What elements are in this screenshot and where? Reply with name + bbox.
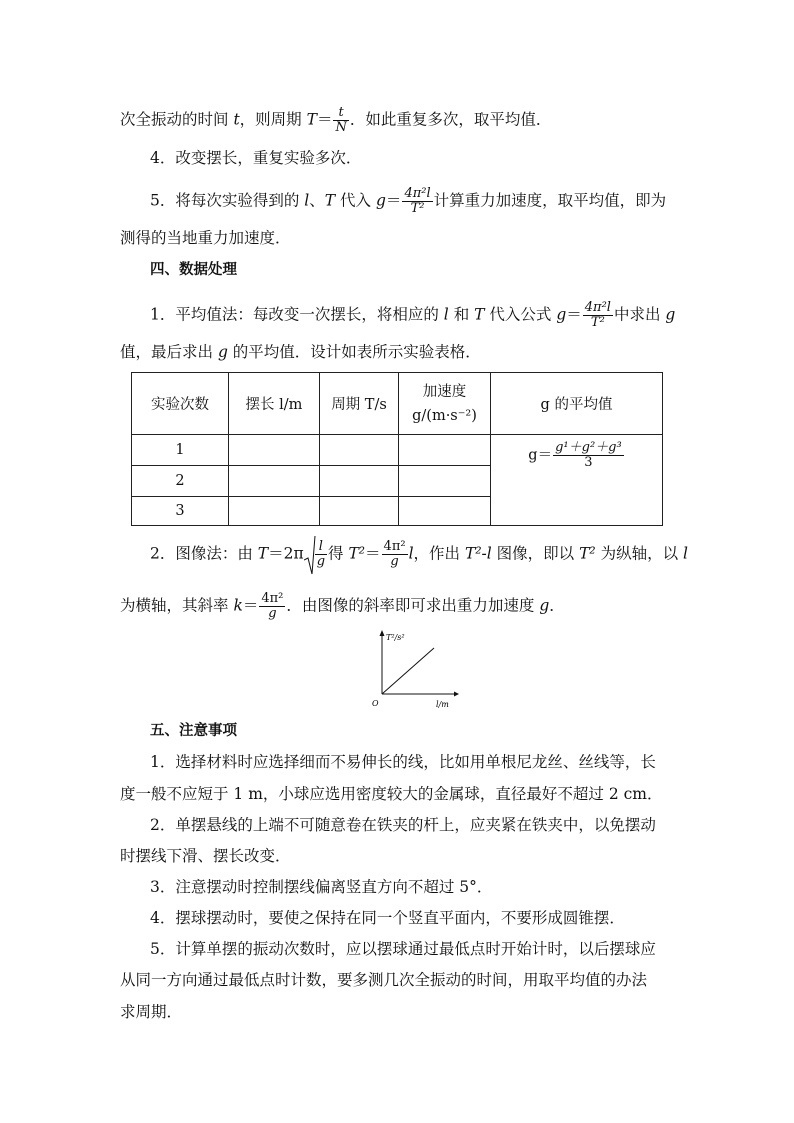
- text: ＝: [242, 596, 259, 615]
- x-axis-label: l/m: [436, 700, 449, 709]
- note-1-cont: 度一般不应短于 1 m，小球应选用密度较大的金属球，直径最好不超过 2 cm．: [120, 785, 663, 803]
- text: ，则周期: [239, 110, 307, 129]
- denominator: T²: [410, 201, 425, 216]
- var: T²-l: [464, 544, 492, 563]
- table-cell: [229, 465, 320, 496]
- note-2: 2．单摆悬线的上端不可随意卷在铁夹的杆上，应夹紧在铁夹中，以免摆动: [150, 816, 656, 834]
- text: 计算重力加速度，取平均值，即为: [433, 191, 667, 210]
- text: 代入公式: [484, 305, 557, 324]
- radical-sign: [304, 536, 316, 576]
- note-2-cont: 时摆线下滑、摆长改变．: [120, 847, 291, 865]
- text: 、: [309, 191, 325, 210]
- var: g: [217, 343, 228, 361]
- fraction: [315, 540, 327, 569]
- note-5: 5．计算单摆的振动次数时，应以摆球通过最低点时开始计时，以后摆球应: [150, 940, 656, 958]
- header-cell: 周期 T/s: [320, 373, 399, 435]
- numerator: t: [333, 106, 348, 121]
- data-method-2: [150, 540, 688, 569]
- text: 次全振动的时间: [120, 110, 234, 129]
- note-1: 1．选择材料时应选择细而不易伸长的线，比如用单根尼龙丝、丝线等，长: [150, 753, 656, 771]
- data-method-1-cont: [120, 342, 481, 362]
- note-4: 4．摆球摆动时，要使之保持在同一个竖直平面内，不要形成圆锥摆．: [150, 909, 625, 927]
- table-cell: [320, 465, 399, 496]
- t2-l-graph: [368, 628, 460, 712]
- section-title-notes: 五、注意事项: [150, 722, 237, 739]
- table-cell: [399, 435, 491, 465]
- denominator: T²: [590, 315, 605, 330]
- table-row: [132, 435, 663, 465]
- text: ，作出: [413, 544, 465, 563]
- text: 图像，即以: [491, 544, 580, 563]
- data-method-2-cont: [120, 592, 565, 621]
- var: T: [474, 305, 485, 324]
- header-cell: [399, 373, 491, 435]
- var: T: [257, 544, 269, 563]
- denominator: g: [268, 606, 277, 621]
- text: 和: [448, 305, 475, 324]
- numerator: g¹＋g²＋g³: [555, 440, 622, 456]
- var: g: [556, 305, 567, 324]
- data-method-1: [150, 301, 675, 330]
- text: 值，最后求出: [120, 343, 218, 361]
- experiment-table: [131, 372, 663, 526]
- var: T: [306, 110, 317, 129]
- var: T²: [579, 544, 596, 563]
- denominator: N: [335, 120, 347, 135]
- numerator: 4π²l: [584, 300, 611, 315]
- fraction: [382, 540, 408, 569]
- var: g: [665, 305, 676, 324]
- var: k: [233, 596, 243, 615]
- text: g＝: [528, 447, 553, 464]
- table-cell: [320, 496, 399, 525]
- text: ＝: [566, 305, 582, 324]
- var: l: [683, 544, 688, 563]
- fraction: [259, 592, 285, 621]
- text: g/(m·s⁻²): [412, 407, 477, 424]
- text: 为横轴，其斜率: [120, 596, 234, 615]
- text: 的平均值．设计如表所示实验表格．: [227, 343, 481, 361]
- table-cell: [399, 465, 491, 496]
- origin-label: O: [372, 699, 379, 708]
- table-cell: [229, 435, 320, 465]
- text: 1．平均值法：每改变一次摆长，将相应的: [150, 305, 444, 324]
- note-3: 3．注意摆动时控制摆线偏离竖直方向不超过 5°．: [150, 878, 493, 896]
- header-cell: 实验次数: [132, 373, 229, 435]
- table-cell: [399, 496, 491, 525]
- y-axis-arrow: [380, 630, 385, 636]
- text: ＝: [316, 110, 333, 129]
- var: l: [304, 191, 310, 210]
- fraction: [333, 106, 348, 135]
- graph-line: [382, 648, 434, 694]
- text: ＝: [385, 191, 402, 210]
- var: t: [233, 110, 240, 129]
- numerator: 4π²l: [404, 186, 431, 201]
- text: 为纵轴，以: [595, 544, 684, 563]
- denominator: g: [316, 554, 326, 569]
- var: g: [375, 191, 386, 210]
- var: l: [443, 305, 449, 324]
- step-5-cont: 测得的当地重力加速度．: [120, 229, 291, 247]
- text: 加速度: [422, 383, 467, 400]
- fraction: [402, 187, 432, 216]
- text: 得: [328, 544, 349, 563]
- table-cell: 3: [132, 496, 229, 525]
- text: 代入: [335, 191, 376, 210]
- denominator: 3: [584, 455, 593, 471]
- table-cell-average: [491, 435, 663, 526]
- step-5: [150, 187, 666, 216]
- x-axis-arrow: [454, 692, 459, 697]
- step-4: 4．改变摆长，重复实验多次．: [150, 149, 362, 167]
- denominator: g: [390, 554, 399, 569]
- text: 5．将每次实验得到的: [150, 191, 305, 210]
- table-cell: [320, 435, 399, 465]
- text: ＝: [365, 544, 381, 563]
- table-cell: 2: [132, 465, 229, 496]
- var: l: [408, 544, 414, 563]
- table-cell: [229, 496, 320, 525]
- header-cell: 摆长 l/m: [229, 373, 320, 435]
- text: ．由图像的斜率即可求出重力加速度: [286, 596, 540, 615]
- text: ＝2π: [268, 544, 304, 563]
- note-5-cont2: 求周期．: [120, 1003, 183, 1021]
- numerator: 4π²: [261, 591, 284, 606]
- text: ．: [549, 596, 565, 615]
- table-header-row: [132, 373, 663, 435]
- var: T: [324, 191, 336, 210]
- var: T²: [348, 544, 366, 563]
- note-5-cont: 从同一方向通过最低点时计数，要多测几次全振动的时间，用取平均值的办法: [120, 971, 648, 989]
- text: 中求出: [613, 305, 666, 324]
- text: ．如此重复多次，取平均值．: [349, 110, 552, 129]
- numerator: 4π²: [383, 539, 406, 554]
- fraction: [583, 301, 613, 330]
- table-cell: 1: [132, 435, 229, 465]
- section-title-data: 四、数据处理: [150, 261, 237, 278]
- text: 2．图像法：由: [150, 544, 258, 563]
- y-axis-label: T²/s²: [386, 633, 405, 642]
- square-root: [304, 540, 328, 569]
- header-cell: g 的平均值: [491, 373, 663, 435]
- var: g: [539, 596, 550, 615]
- numerator: l: [315, 540, 327, 555]
- text-line: [120, 106, 551, 135]
- fraction: [553, 441, 624, 470]
